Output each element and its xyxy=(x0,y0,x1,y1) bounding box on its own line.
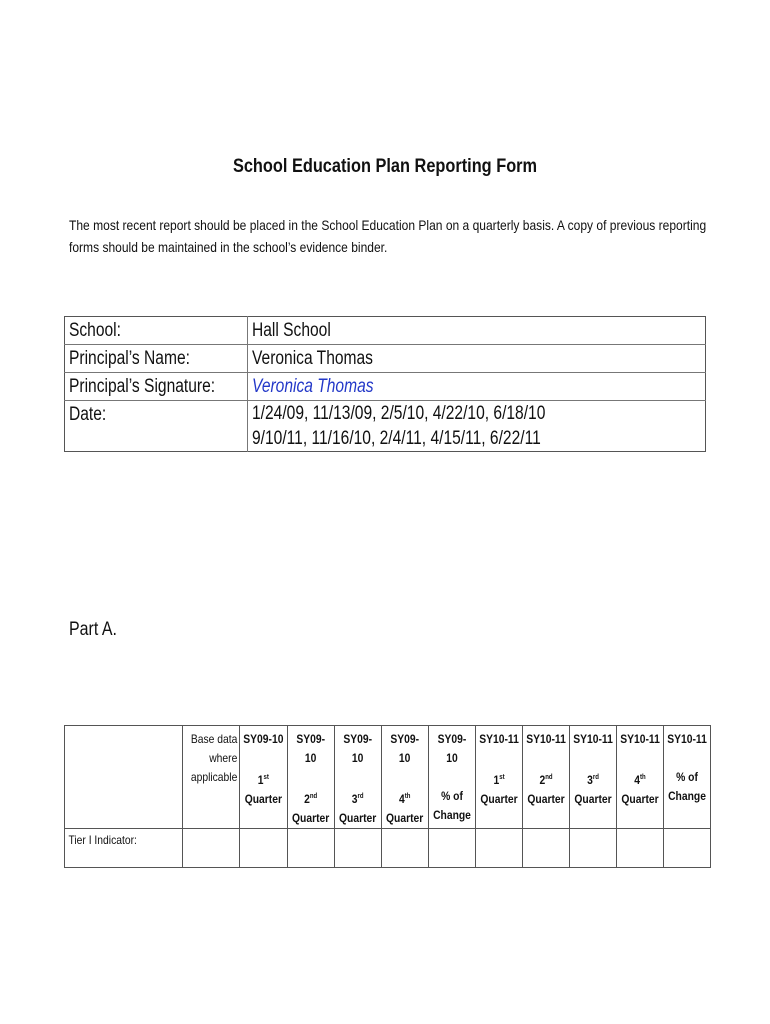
col-spacer xyxy=(339,768,376,787)
ordinal-num: 4 xyxy=(634,773,640,787)
col-label-2: 10 xyxy=(398,751,411,765)
ordinal-sup: st xyxy=(263,774,269,781)
ordinal-sup: th xyxy=(639,774,646,781)
col-spacer xyxy=(292,768,329,787)
intro-paragraph xyxy=(69,214,707,258)
col-ordinal xyxy=(339,787,376,809)
col-quarter: Quarter xyxy=(480,792,518,806)
ordinal-num: 1 xyxy=(257,773,264,787)
school-label: School: xyxy=(69,320,121,341)
ordinal-num: 2 xyxy=(304,792,310,806)
ordinal-num: 3 xyxy=(351,792,358,806)
col-spacer xyxy=(433,768,471,787)
school-value-cell xyxy=(248,317,706,345)
table-cell[interactable] xyxy=(569,829,616,868)
col-spacer xyxy=(479,749,519,768)
col-ordinal xyxy=(526,768,566,790)
ordinal-num: 1 xyxy=(493,773,499,787)
table-cell[interactable] xyxy=(183,829,240,868)
form-title: School Education Plan Reporting Form xyxy=(232,156,538,177)
col-ordinal xyxy=(573,768,613,790)
school-info-table xyxy=(64,316,706,452)
table-cell[interactable] xyxy=(475,829,522,868)
col-label: SY09- xyxy=(390,732,420,746)
principal-signature-value: Veronica Thomas xyxy=(252,376,374,397)
header-sy0910-change xyxy=(428,726,475,829)
base-header-line-2: where xyxy=(209,751,238,765)
school-label-cell xyxy=(65,317,248,345)
col-percent: % of xyxy=(440,789,463,803)
table-cell[interactable] xyxy=(428,829,475,868)
col-label: SY10-11 xyxy=(667,732,707,746)
header-row xyxy=(65,726,711,829)
ordinal-sup: nd xyxy=(309,793,318,800)
col-change: Change xyxy=(668,789,706,803)
header-sy1011-q4 xyxy=(616,726,663,829)
header-sy0910-q1 xyxy=(240,726,288,829)
tier-1-label-cell xyxy=(65,829,183,868)
col-label: SY10-11 xyxy=(478,732,519,746)
col-quarter: Quarter xyxy=(621,792,659,806)
ordinal-sup: th xyxy=(404,793,411,800)
col-quarter: Quarter xyxy=(244,792,283,806)
col-spacer xyxy=(620,749,660,768)
col-ordinal xyxy=(243,768,283,790)
principal-name-value-cell xyxy=(248,345,706,373)
table-cell[interactable] xyxy=(616,829,663,868)
principal-name-row xyxy=(65,345,706,373)
principal-name-value: Veronica Thomas xyxy=(252,348,374,369)
col-spacer xyxy=(667,749,707,768)
ordinal-sup: rd xyxy=(357,793,364,800)
col-ordinal xyxy=(292,787,329,809)
table-cell[interactable] xyxy=(381,829,428,868)
col-ordinal xyxy=(386,787,423,809)
col-spacer xyxy=(526,749,566,768)
table-cell[interactable] xyxy=(240,829,288,868)
school-value: Hall School xyxy=(252,320,331,341)
empty-header-cell xyxy=(65,726,183,829)
date-value-cell xyxy=(248,401,706,452)
col-label: SY09- xyxy=(437,732,467,746)
col-label-2: 10 xyxy=(304,751,317,765)
ordinal-num: 4 xyxy=(399,792,405,806)
header-sy0910-q2 xyxy=(287,726,334,829)
col-ordinal xyxy=(620,768,660,790)
base-header-line-1: Base data xyxy=(190,732,238,746)
col-label: SY10-11 xyxy=(526,732,566,746)
col-spacer xyxy=(243,749,283,768)
ordinal-num: 2 xyxy=(539,773,546,787)
date-line-1: 1/24/09, 11/13/09, 2/5/10, 4/22/10, 6/18/10 xyxy=(252,403,546,424)
table-cell[interactable] xyxy=(663,829,710,868)
col-percent: % of xyxy=(676,770,698,784)
ordinal-sup: nd xyxy=(545,774,553,781)
table-cell[interactable] xyxy=(287,829,334,868)
intro-line-2: forms should be maintained in the school’s evidence binder. xyxy=(69,239,388,255)
ordinal-sup: st xyxy=(498,774,505,781)
header-sy0910-q4 xyxy=(381,726,428,829)
intro-line-1: The most recent report should be placed in the School Education Plan on a quarterly basis. A copy of previous reporting xyxy=(69,217,707,233)
col-quarter: Quarter xyxy=(574,792,612,806)
principal-signature-row xyxy=(65,373,706,401)
col-quarter: Quarter xyxy=(339,811,377,825)
principal-name-label: Principal’s Name: xyxy=(69,348,190,369)
header-sy1011-q2 xyxy=(522,726,569,829)
col-label: SY10-11 xyxy=(620,732,660,746)
col-spacer xyxy=(386,768,423,787)
tier-1-label: Tier I Indicator: xyxy=(68,833,137,847)
table-cell[interactable] xyxy=(522,829,569,868)
header-sy1011-q3 xyxy=(569,726,616,829)
col-spacer xyxy=(573,749,613,768)
tier-1-indicator-row xyxy=(65,829,711,868)
col-label: SY10-11 xyxy=(573,732,613,746)
ordinal-num: 3 xyxy=(586,773,593,787)
col-quarter: Quarter xyxy=(527,792,565,806)
table-cell[interactable] xyxy=(334,829,381,868)
col-quarter: Quarter xyxy=(292,811,330,825)
col-label: SY09- xyxy=(296,732,326,746)
ordinal-sup: rd xyxy=(592,774,599,781)
principal-signature-label-cell xyxy=(65,373,248,401)
base-header-line-3: applicable xyxy=(190,770,238,784)
indicator-table xyxy=(64,725,711,868)
col-ordinal xyxy=(479,768,519,790)
col-change: Change xyxy=(432,808,471,822)
principal-name-label-cell xyxy=(65,345,248,373)
col-label: SY09-10 xyxy=(243,732,284,746)
date-line-2: 9/10/11, 11/16/10, 2/4/11, 4/15/11, 6/22/11 xyxy=(252,428,541,449)
principal-signature-label: Principal’s Signature: xyxy=(69,376,216,397)
part-a-heading: Part A. xyxy=(69,619,117,640)
date-row xyxy=(65,401,706,452)
base-data-header xyxy=(183,726,240,829)
col-quarter: Quarter xyxy=(386,811,424,825)
principal-signature-value-cell xyxy=(248,373,706,401)
col-label-2: 10 xyxy=(351,751,364,765)
date-label-cell xyxy=(65,401,248,452)
header-sy1011-change xyxy=(663,726,710,829)
school-row xyxy=(65,317,706,345)
header-sy1011-q1 xyxy=(475,726,522,829)
header-sy0910-q3 xyxy=(334,726,381,829)
date-label: Date: xyxy=(69,404,107,425)
col-label-2: 10 xyxy=(445,751,458,765)
col-label: SY09- xyxy=(343,732,373,746)
